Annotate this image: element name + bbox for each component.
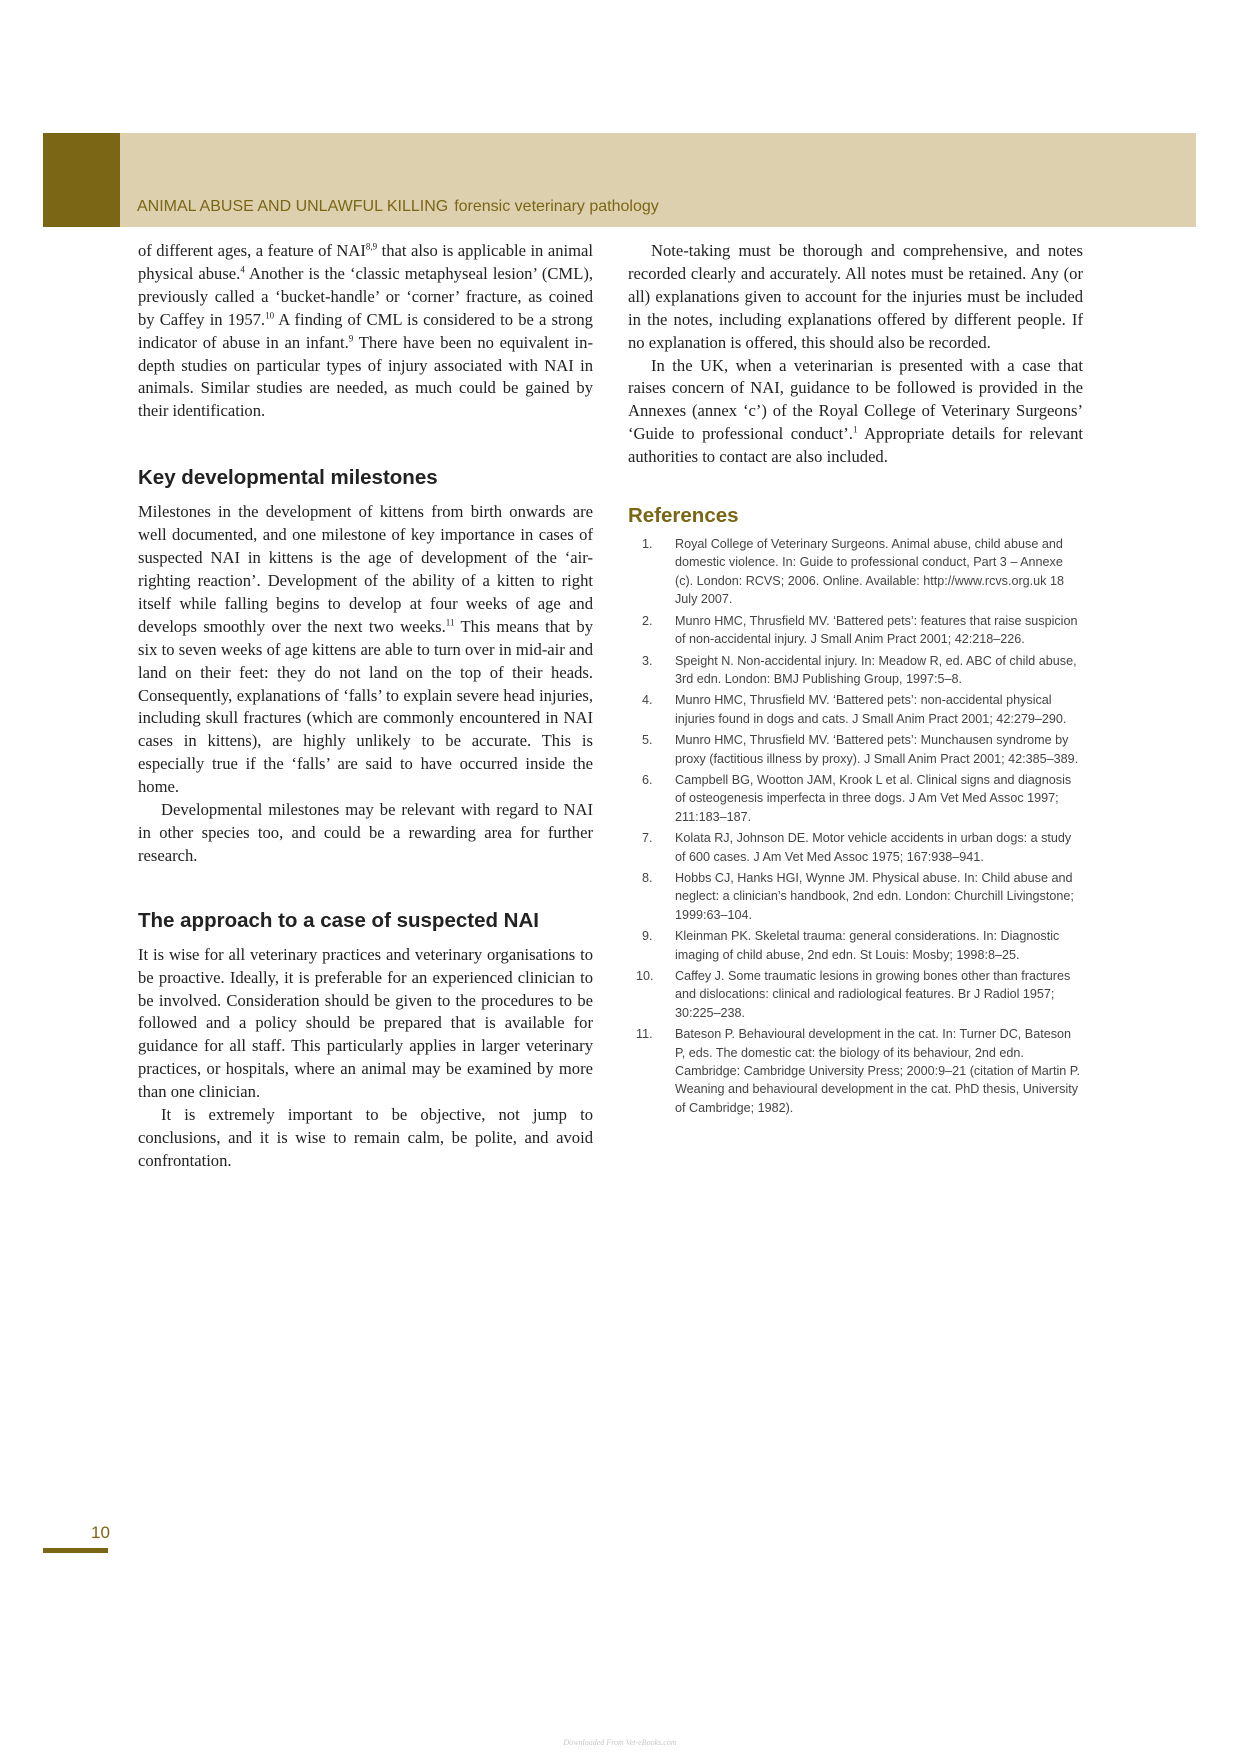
running-header-subtitle: forensic veterinary pathology <box>454 198 659 215</box>
footer-watermark: Downloaded From Vet-eBooks.com <box>563 1738 677 1747</box>
page-number-rule <box>43 1548 108 1553</box>
approach-heading: The approach to a case of suspected NAI <box>138 908 539 932</box>
citation-marker: 10 <box>265 310 275 321</box>
reference-number: 4. <box>642 693 653 708</box>
references-heading: References <box>628 504 739 528</box>
reference-item <box>628 1025 1083 1117</box>
reference-item <box>628 691 1083 728</box>
reference-number: 5. <box>642 733 653 748</box>
page-number: 10 <box>91 1523 110 1542</box>
left-column <box>138 240 593 1173</box>
reference-text: Bateson P. Behavioural development in the cat. In: Turner DC, Bateson P, eds. The domestic cat: the biology of its behaviour, 2nd edn. Cambridge: Cambridge University Press; 2000:9–21 (citation of Martin P. Weaning and behavioural development in the cat. PhD thesis, University of Cambridge; 1982). <box>675 1027 1081 1115</box>
reference-number: 10. <box>636 969 654 983</box>
reference-number: 2. <box>642 613 653 628</box>
reference-item <box>628 652 1083 689</box>
reference-text: Hobbs CJ, Hanks HGI, Wynne JM. Physical abuse. In: Child abuse and neglect: a clinician’s handbook, 2nd edn. London: Churchill Livingstone; 1999:63–104. <box>675 870 1074 922</box>
citation-marker: 11 <box>445 617 455 628</box>
header-accent-block <box>43 133 120 227</box>
reference-text: Caffey J. Some traumatic lesions in growing bones other than fractures and dislocations: clinical and radiological features. Br J Radiol 1957; 30:225–238. <box>675 969 1071 1020</box>
reference-number: 8. <box>642 870 653 885</box>
reference-item <box>628 869 1083 924</box>
reference-text: Royal College of Veterinary Surgeons. Animal abuse, child abuse and domestic violence. In: Guide to professional conduct, Part 3 – Annexe (c). London: RCVS; 2006. Online. Available: http://www.rcvs.org.uk 18 July 2007. <box>675 537 1064 607</box>
reference-item <box>628 731 1083 768</box>
right-column <box>628 240 1083 1120</box>
citation-marker: 1 <box>852 424 858 435</box>
reference-item <box>628 535 1083 609</box>
reference-text: Munro HMC, Thrusfield MV. ‘Battered pets’: features that raise suspicion of non-accidental injury. J Small Anim Pract 2001; 42:218–226. <box>675 613 1078 647</box>
reference-item <box>628 967 1083 1022</box>
reference-text: Speight N. Non-accidental injury. In: Meadow R, ed. ABC of child abuse, 3rd edn. London: BMJ Publishing Group, 1997:5–8. <box>675 653 1077 686</box>
reference-number: 7. <box>642 831 653 846</box>
reference-number: 1. <box>642 537 653 552</box>
milestones-heading: Key developmental milestones <box>138 466 438 490</box>
references-list <box>628 535 1083 1117</box>
reference-text: Kleinman PK. Skeletal trauma: general considerations. In: Diagnostic imaging of child abuse, 2nd edn. St Louis: Mosby; 1998:8–25. <box>675 929 1060 962</box>
approach-paragraph-1: It is wise for all veterinary practices and veterinary organisations to be proactive. Ideally, it is preferable for an experienced clinician to be involved. Consideration should be given to the procedures to be followed and a policy should be prepared that is available for guidance for all staff. This particularly applies in larger veterinary practices, or hospitals, where an animal may be examined by more than one clinician. <box>138 944 593 1102</box>
reference-item <box>628 927 1083 964</box>
reference-item <box>628 612 1083 649</box>
running-header <box>137 198 659 216</box>
reference-number: 11. <box>636 1027 653 1042</box>
reference-number: 6. <box>642 772 653 787</box>
citation-marker: 8,9 <box>365 241 378 252</box>
reference-number: 3. <box>642 653 653 668</box>
reference-item <box>628 771 1083 826</box>
notes-paragraph-1: Note-taking must be thorough and comprehensive, and notes recorded clearly and accurately. All notes must be retained. Any (or all) explanations given to account for the injuries must be included in the notes, including explanations offered by different people. If no explanation is offered, this should also be recorded. <box>628 241 1083 352</box>
intro-paragraph: of different ages, a feature of NAI$^{8,9}$ that also is applicable in animal physical abuse.$^4$ Another is the ‘classic metaphyseal lesion’ (CML), previously called a ‘bucket-handle’ or ‘corner’ fracture, as coined by Caffey in 1957.10 A finding of CML is considered to be a strong indicator of abuse in an infant.$^9$ There have been no equivalent in-depth studies on particular types of injury associated with NAI in animals. Similar studies are needed, as much could be gained by their identification. <box>138 241 593 421</box>
running-header-title: ANIMAL ABUSE AND UNLAWFUL KILLING <box>137 198 449 215</box>
citation-marker: 4 <box>240 264 245 275</box>
reference-text: Munro HMC, Thrusfield MV. ‘Battered pets’: Munchausen syndrome by proxy (factitious illness by proxy). J Small Anim Pract 2001; 42:385–389. <box>675 733 1079 766</box>
approach-paragraph-2: It is extremely important to be objective, not jump to conclusions, and it is wise to remain calm, be polite, and avoid confrontation. <box>138 1105 593 1170</box>
milestones-paragraph-2: Developmental milestones may be relevant with regard to NAI in other species too, and could be a rewarding area for further research. <box>138 800 593 865</box>
reference-number: 9. <box>642 929 653 944</box>
notes-paragraph-2: In the UK, when a veterinarian is presented with a case that raises concern of NAI, guidance to be followed is provided in the Annexes (annex ‘c’) of the Royal College of Veterinary Surgeons’ ‘Guide to professional conduct’.$^1$ Appropriate details for relevant authorities to contact are also included. <box>628 355 1083 467</box>
citation-marker: 9 <box>348 333 354 344</box>
reference-text: Campbell BG, Wootton JAM, Krook L et al. Clinical signs and diagnosis of osteogenesis imperfecta in three dogs. J Am Vet Med Assoc 1997; 211:183–187. <box>675 772 1072 824</box>
reference-text: Kolata RJ, Johnson DE. Motor vehicle accidents in urban dogs: a study of 600 cases. J Am Vet Med Assoc 1975; 167:938–941. <box>675 831 1072 864</box>
milestones-paragraph-1: Milestones in the development of kittens from birth onwards are well documented, and one milestone of key importance in cases of suspected NAI in kittens is the age of development of the ‘air-righting reaction’. Development of the ability of a kitten to right itself while falling begins to develop at four weeks of age and develops smoothly over the next two weeks.$^{11}$ This means that by six to seven weeks of age kittens are able to turn over in mid-air and land on their feet: they do not land on the top of their heads. Consequently, explanations of ‘falls’ to explain severe head injuries, including skull fractures (which are commonly encountered in NAI cases in kittens), are highly unlikely to be accurate. This is especially true if the ‘falls’ are said to have occurred inside the home. <box>138 502 594 797</box>
reference-text: Munro HMC, Thrusfield MV. ‘Battered pets’: non-accidental physical injuries found in dogs and cats. J Small Anim Pract 2001; 42:279–290. <box>675 693 1067 726</box>
reference-item <box>628 829 1083 866</box>
